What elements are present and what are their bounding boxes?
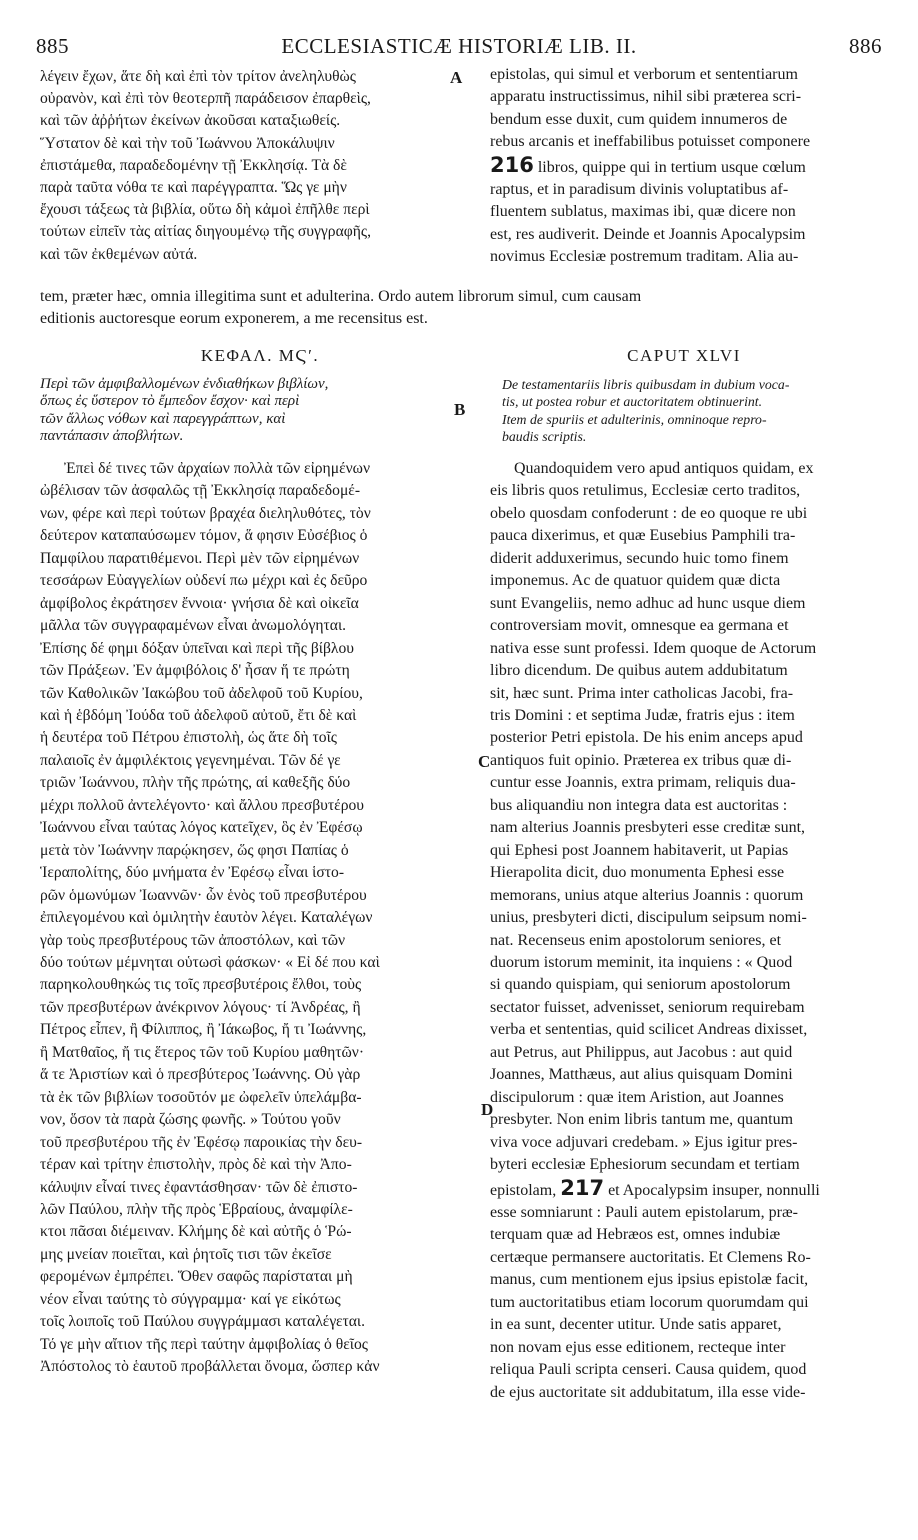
greek-text-line: νων, φέρε καὶ περὶ τούτων βραχέα διεληλυθότες, τὸν (40, 504, 371, 522)
latin-text-line: sit, hæc sunt. Prima inter catholicas Jacobi, fra- (490, 684, 794, 702)
greek-text-line: τούτων εἰπεῖν τὰς αἰτίας διηγουμένῳ τῆς συγγραφῆς, (40, 223, 371, 241)
latin-text-line: manus, cum mentionem ejus ipsius epistolæ facit, (490, 1271, 809, 1289)
latin-summary-line: tis, ut postea robur et auctoritatem obtinuerint. (502, 394, 763, 410)
greek-text-line: παρὰ ταῦτα νόθα τε καὶ παρέγγραπτα. Ὥς γε μὴν (40, 179, 347, 197)
greek-text-line: Πέτρος εἶπεν, ἢ Φίλιππος, ἢ Ἰάκωβος, ἤ τι Ἰωάννης, (40, 1021, 367, 1039)
latin-text-line: tum auctoritatibus etiam locorum quorumdam qui (490, 1293, 809, 1311)
latin-chapter-summary (502, 376, 878, 446)
greek-text-line: τῶν Πράξεων. Ἐν ἀμφιβόλοις δ' ἦσαν ἥ τε πρώτη (40, 662, 350, 680)
latin-text-line: posterior Petri epistola. De his enim anceps apud (490, 729, 803, 747)
latin-column-top (490, 64, 878, 269)
latin-text-line: memorans, unius atque alterius Joannis : quorum (490, 886, 804, 904)
margin-letter-b: B (454, 400, 466, 419)
greek-text-line: κτοι πᾶσαι διέμειναν. Κλήμης δὲ καὶ αὐτῆς ὁ Ῥώ- (40, 1223, 352, 1241)
greek-text-line: τῶν Καθολικῶν Ἰακώβου τοῦ ἀδελφοῦ τοῦ Κυρίου, (40, 684, 363, 702)
greek-summary-line: Περὶ τῶν ἀμφιβαλλομένων ἐνδιαθήκων βιβλίων, (40, 376, 329, 392)
greek-text-line: καὶ τῶν ἀῤῥήτων ἐκείνων ἀκοῦσαι καταξιωθείς. (40, 112, 341, 130)
greek-text-line: τοῖς λοιποῖς τοῦ Παύλου συγγράμμασι καταλέγεται. (40, 1313, 366, 1331)
latin-text-line: rebus arcanis et ineffabilibus potuisset componere (490, 133, 811, 151)
greek-text-line: ὠβέλισαν τῶν ἀσφαλῶς τῇ Ἐκκλησίᾳ παραδεδομέ- (40, 482, 361, 500)
greek-text-line: ἐπιστάμεθα, παραδεδομένην τῇ Ἐκκλησίᾳ. Τὰ δὲ (40, 156, 347, 174)
page-number-left: 885 (36, 34, 69, 58)
latin-text-line: tris Domini : et septima Judæ, fratris ejus : item (490, 706, 795, 724)
greek-text-line: οὐρανὸν, καὶ ἐπὶ τὸν θεοτερπῆ παράδεισον ἐπαρθεὶς, (40, 90, 371, 108)
latin-text-line: esse somniarunt : Pauli autem epistolarum, præ- (490, 1203, 798, 1221)
latin-text-line: si quando quispiam, qui seniorum apostolorum (490, 976, 791, 994)
latin-text-line: fluentem sublatus, maximas ibi, quæ dicere non (490, 203, 796, 221)
greek-column-body (40, 458, 480, 1379)
latin-text-line: bus aliquandiu non integra data est auctoritas : (490, 796, 788, 814)
greek-text-line: λέγειν ἔχων, ἅτε δὴ καὶ ἐπὶ τὸν τρίτον ἀνεληλυθὼς (40, 68, 356, 85)
greek-chapter-title: ΚΕΦΑΛ. ΜϚʹ. (200, 346, 320, 365)
latin-text-line: eis libris quos retulimus, Ecclesiæ certo traditos, (490, 482, 801, 500)
greek-text-line: Ἐπίσης δέ φημι δόξαν ὑπεῖναι καὶ περὶ τῆς βίβλου (40, 639, 354, 657)
page-number-right: 886 (849, 34, 882, 58)
greek-text-line: Ἐπεὶ δέ τινες τῶν ἀρχαίων πολλὰ τῶν εἰρημένων (64, 460, 370, 477)
text-segment: libros, quippe qui in tertium usque cœlum (533, 158, 806, 176)
latin-text-line: Joannes, Matthæus, aut alius quisquam Domini (490, 1066, 793, 1084)
greek-text-line: παρηκολουθηκώς τις τοῖς πρεσβυτέροις ἔλθοι, τοὺς (40, 976, 362, 994)
latin-text-line: presbyter. Non enim libris tantum me, quantum (490, 1111, 794, 1129)
greek-text-line: ἀμφίβολος ἐκράτησεν ἔννοια· γνήσια δὲ καὶ οἰκεῖα (40, 594, 359, 612)
greek-text-line: ἢ Ματθαῖος, ἤ τις ἕτερος τῶν τοῦ Κυρίου μαθητῶν· (40, 1043, 365, 1061)
greek-text-line: δεύτερον καταπαύσωμεν τόμον, ἅ φησιν Εὐσέβιος ὁ (40, 527, 368, 545)
latin-text-line (490, 1177, 878, 1202)
margin-letter-a: A (450, 68, 463, 87)
latin-text-line: discipulorum : quæ item Aristion, aut Joannes (490, 1088, 784, 1106)
latin-text-line: Quandoquidem vero apud antiquos quidam, ex (514, 460, 814, 477)
greek-text-line: μέχρι πολλοῦ ἀντελέγοντο· καὶ ἄλλου πρεσβυτέρου (40, 796, 365, 814)
greek-text-line: τῶν πρεσβυτέρων ἀνέκρινον λόγους· τί Ἀνδρέας, ἢ (40, 998, 361, 1016)
greek-text-line: Ἀπόστολος τὸ ἑαυτοῦ προβάλλεται ὄνομα, ὥσπερ κἀν (40, 1358, 380, 1376)
greek-text-line: κάλυψιν εἶναί τινες ἐφαντάσθησαν· τῶν δὲ ἐπιστο- (40, 1178, 358, 1196)
latin-summary-line: Item de spuriis et adulterinis, omninoque repro- (502, 411, 767, 427)
latin-text-line: libro dicendum. De quibus autem addubitatum (490, 662, 788, 680)
latin-text-line: certæque permansere auctoritatis. Et Clemens Ro- (490, 1248, 811, 1266)
greek-text-line: λῶν Παύλου, πλὴν τῆς πρὸς Ἑβραίους, ἀναμφίλε- (40, 1200, 353, 1218)
greek-text-line: ἐπιλεγομένου καὶ ὁμιλητὴν ἑαυτὸν λέγει. Καταλέγων (40, 909, 373, 927)
greek-text-line: Ἱεραπολίτης, δύο μνήματα ἐν Ἐφέσῳ εἶναι ἱστο- (40, 864, 345, 882)
latin-text-line: cuntur esse Joannis, extra primam, reliquis dua- (490, 774, 796, 792)
latin-text-line: de ejus auctoritate sit addubitatum, illa esse vide- (490, 1383, 806, 1401)
running-title: ECCLESIASTICÆ HISTORIÆ LIB. II. (281, 34, 637, 58)
latin-text-line: diderit adduxerimus, secundo huic tomo finem (490, 549, 789, 567)
greek-text-line: φερομένων ἐμπρέπει. Ὅθεν σαφῶς παρίσταται μὴ (40, 1268, 353, 1286)
greek-summary-line: ὅπως ἐς ὕστερον τὸ ἔμπεδον ἔσχον· καὶ περὶ (40, 393, 300, 410)
greek-text-line: Παμφίλου παρατιθέμενοι. Περὶ μὲν τῶν εἰρημένων (40, 549, 360, 567)
greek-text-line: μᾶλλα τῶν συγγραφαμένων εἶναι ἀνωμολόγηται. (40, 617, 347, 635)
latin-text-line: est, res audiverit. Deinde et Joannis Apocalypsim (490, 225, 806, 243)
latin-text-line: apparatu instructissimus, nihil sibi præterea scri- (490, 88, 802, 106)
latin-text-line: nat. Recenseus enim apostolorum seniores, et (490, 931, 782, 949)
latin-text-line: nativa esse sunt professi. Idem quoque de Actorum (490, 639, 817, 657)
greek-text-line: Ὕστατον δὲ καὶ τὴν τοῦ Ἰωάννου Ἀποκάλυψιν (40, 134, 335, 152)
latin-text-line: in ea sunt, decenter utitur. Unde satis apparet, (490, 1316, 782, 1334)
latin-text-line: antiquos fuit opinio. Præterea ex tribus quæ di- (490, 751, 792, 769)
latin-text-line (490, 154, 878, 179)
original-page-number: 216 (490, 153, 534, 177)
greek-text-line: τοῦ πρεσβυτέρου τῆς ἐν Ἐφέσῳ παροικίας τὴν δευ- (40, 1133, 363, 1151)
greek-text-line: γὰρ τοὺς πρεσβυτέρους τῶν ἀποστόλων, καὶ τῶν (40, 931, 346, 949)
latin-text-line: novimus Ecclesiæ postremum traditam. Alia au- (490, 248, 799, 266)
latin-text-line: imponemus. Ac de quatuor quidem quæ dicta (490, 572, 781, 590)
greek-text-line: καὶ τῶν ἐκθεμένων αὐτά. (40, 245, 198, 263)
latin-text-line: qui Ephesi post Joannem habitaverit, ut Papias (490, 841, 789, 859)
greek-text-line: τὰ ἐκ τῶν βιβλίων τοσοῦτόν με ὠφελεῖν ὑπελάμβα- (40, 1088, 362, 1106)
greek-summary-line: τῶν ἄλλως νόθων καὶ παρεγγράπτων, καὶ (40, 410, 286, 427)
text-segment: epistolam, (490, 1181, 561, 1199)
latin-text-line: epistolas, qui simul et verborum et sententiarum (490, 66, 798, 83)
greek-text-line: τέραν καὶ τρίτην ἐπιστολὴν, πρὸς δὲ καὶ τὴν Ἀπο- (40, 1156, 352, 1174)
greek-text-line: Ἰωάννου εἶναι ταύτας λόγος κατεῖχεν, ὃς ἐν Ἐφέσῳ (40, 819, 363, 837)
latin-text-line: unius, presbyteri dicti, discipulum seipsum nomi- (490, 909, 807, 927)
greek-text-line: ἔχουσι τάξεως τὰ βιβλία, οὕτω δὴ κἀμοὶ ἐπῆλθε περὶ (40, 201, 370, 219)
latin-text-line: terquam quæ ad Hebræos est, omnes indubiæ (490, 1226, 781, 1244)
greek-text-line: ἡ δευτέρα τοῦ Πέτρου ἐπιστολὴ, ὡς ἅτε δὴ τοῖς (40, 729, 337, 747)
latin-text-line: obelo quosdam confoderunt : de eo quoque re ubi (490, 504, 808, 522)
latin-text-line: reliqua Pauli scripta censeri. Causa quidem, quod (490, 1361, 807, 1379)
latin-text-line: duorum istorum meminit, ita inquiens : « Quod (490, 953, 793, 971)
greek-chapter-summary (40, 376, 480, 446)
greek-text-line: τριῶν Ἰωάννου, πλὴν τῆς πρώτης, αἱ καθεξῆς δύο (40, 774, 351, 792)
text-segment: et Apocalypsim insuper, nonnulli (604, 1181, 820, 1199)
latin-summary-line: baudis scriptis. (502, 429, 587, 445)
margin-letter-c: C (478, 752, 491, 771)
original-page-number: 217 (560, 1176, 605, 1200)
greek-summary-line: παντάπασιν ἀποβλήτων. (40, 428, 184, 445)
greek-text-line: μετὰ τὸν Ἰωάννην παρῴκησεν, ὥς φησι Παπίας ὁ (40, 841, 349, 859)
greek-text-line: νον, ὅσον τὰ παρὰ ζώσης φωνῆς. » Τούτου γοῦν (40, 1111, 341, 1129)
latin-text-line: aut Petrus, aut Philippus, aut Jacobus : aut quid (490, 1043, 793, 1061)
latin-summary-line: De testamentariis libris quibusdam in dubium voca- (502, 377, 790, 392)
greek-text-line: νέον εἶναι ταύτης τὸ σύγγραμμα· καί γε εἰκότως (40, 1290, 341, 1308)
latin-text-line: tem, præter hæc, omnia illegitima sunt et adulterina. Ordo autem librorum simul, cum causam (40, 288, 642, 305)
greek-text-line: τεσσάρων Εὐαγγελίων οὐδενί πω μέχρι καὶ ἐς δεῦρο (40, 572, 368, 590)
latin-column-body (490, 458, 878, 1404)
greek-text-line: ἅ τε Ἀριστίων καὶ ὁ πρεσβύτερος Ἰωάννης. Οὐ γὰρ (40, 1066, 361, 1084)
latin-text-line: byteri ecclesiæ Ephesiorum secundam et tertiam (490, 1156, 800, 1174)
greek-text-line: Τό γε μὴν αἴτιον τῆς περὶ ταύτην ἀμφιβολίας ὁ θεῖος (40, 1335, 368, 1353)
greek-text-line: ρῶν ὁμωνύμων Ἰωαννῶν· ὧν ἑνὸς τοῦ πρεσβυτέρου (40, 886, 367, 904)
latin-text-line: sunt Evangeliis, nemo adhuc ad hunc usque diem (490, 594, 806, 612)
latin-text-line: bendum esse duxit, cum quidem innumeros de (490, 110, 788, 128)
latin-text-line: editionis auctoresque eorum exponerem, a me recensitus est. (40, 310, 428, 328)
latin-text-line: non novam ejus esse editionem, recteque inter (490, 1338, 786, 1356)
greek-text-line: παλαιοῖς ἐν ἀμφιλέκτοις γεγενημέναι. Τῶν δέ γε (40, 751, 341, 769)
latin-text-line: pauca dixerimus, et quæ Eusebius Pamphili tra- (490, 527, 796, 545)
latin-text-line: Hierapolita dicit, duo monumenta Ephesi esse (490, 864, 785, 882)
latin-chapter-title: CAPUT XLVI (627, 346, 741, 365)
greek-text-line: δύο τούτων μέμνηται οὑτωσὶ φάσκων· « Εἰ δέ που καὶ (40, 953, 380, 971)
latin-text-line: raptus, et in paradisum divinis voluptatibus af- (490, 181, 789, 199)
latin-text-line: controversiam movit, omnesque ea germana et (490, 617, 789, 635)
latin-text-line: sectator fuisset, advenisset, seniorum requirebam (490, 998, 805, 1016)
greek-column-top (40, 66, 480, 266)
latin-continuation (40, 286, 878, 331)
latin-text-line: nam alterius Joannis presbyteri esse creditæ sunt, (490, 819, 806, 837)
margin-letter-d: D (481, 1100, 494, 1119)
greek-text-line: καὶ ἡ ἑβδόμη Ἰούδα τοῦ ἀδελφοῦ αὐτοῦ, ἔτι δὲ καὶ (40, 706, 357, 724)
latin-text-line: verba et sententias, quid scilicet Andreas dixisset, (490, 1021, 808, 1039)
latin-text-line: viva voce adjuvari credebam. » Ejus igitur pres- (490, 1133, 798, 1151)
greek-text-line: μης μνείαν ποιεῖται, καὶ ῥητοῖς τισι τῶν ἐκεῖσε (40, 1245, 332, 1263)
